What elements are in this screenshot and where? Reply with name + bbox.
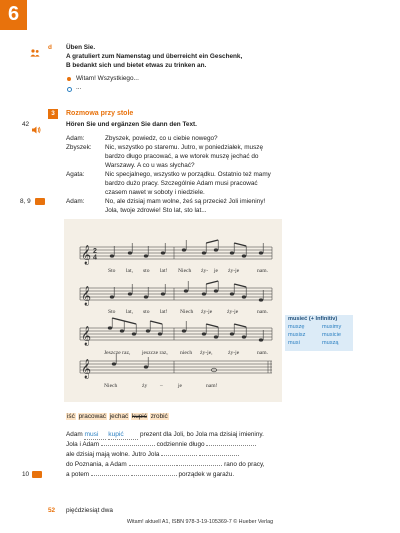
svg-text:jeszcze raz,: jeszcze raz, [142,350,168,356]
exercise-d-letter: d [48,44,52,51]
svg-text:nam!: nam! [206,383,218,389]
fill-line-4: do Poznania, a Adam rano do pracy, [66,461,265,468]
svg-text:𝄞: 𝄞 [81,359,92,379]
fill-line-3: ale dzisiaj mają wolne. Jutro Jola [66,451,239,459]
speaker-2: Zbyszek: [66,144,92,151]
svg-text:lat,: lat, [126,268,133,274]
dialogue-line: bardzo długo pracować, a we wtorek muszę jechać do [105,153,259,160]
svg-text:Niech: Niech [178,268,192,274]
answer-field[interactable] [161,455,197,456]
chapter-number: 6 [7,3,20,25]
word-chip-struck: kupić [132,413,147,420]
vocab-box: musieć (+ Infinitiv) muszę musimy musisz musicie musi muszą [285,315,353,351]
svg-text:–: – [160,383,163,389]
svg-text:ży-je,: ży-je, [200,350,213,356]
exercise-d-line-b: B bedankt sich und bietet etwas zu trinken an. [66,62,207,69]
track-number: 42 [22,121,30,128]
pair-work-icon [30,44,40,52]
bullet-b [67,87,72,92]
exercise-3-number: 3 [48,109,58,119]
speaker-4: Adam: [66,198,85,205]
svg-text:Sto: Sto [108,309,116,315]
notes-staff-1 [110,240,263,258]
svg-text:Jeszcze raz,: Jeszcze raz, [104,350,131,356]
dialogue-line: Zbyszek, powiedz, co u ciebie nowego? [105,135,218,142]
exercise-3-instruction: Hören Sie und ergänzen Sie dann den Text. [66,121,197,128]
svg-text:ży-: ży- [201,268,209,274]
exercise-d-line-a: A gratuliert zum Namenstag und überreicht ein Geschenk, [66,53,243,60]
svg-text:lat!: lat! [160,309,168,315]
svg-text:𝄞: 𝄞 [81,286,92,306]
staff-4 [80,361,272,373]
dialogue-line: czasem nawet w soboty i niedziele. [105,189,205,196]
svg-text:ży-je: ży-je [227,309,239,315]
isbn-line: Witam! aktuell A1, ISBN 978-3-19-105369-7 © Hueber Verlag [126,519,274,525]
dialogue-line: No, ale dzisiaj mam wolne, żeś są przecież Joli imieniny! [105,198,266,205]
lyrics-4 [104,383,218,389]
dialogue-line: Nic, wszystko po staremu. Jutro, w poniedziałek, muszę [105,144,264,151]
answer-field[interactable] [129,465,175,466]
answer-field[interactable]: kupić [108,431,138,440]
speaker-1: Adam: [66,135,85,142]
svg-text:𝄞: 𝄞 [81,326,92,346]
svg-text:Niech: Niech [104,383,118,389]
dialogue-line: Nic specjalnego, wszystko w porządku. Ostatnio też mamy [105,171,271,178]
svg-text:ży-je: ży-je [228,268,240,274]
svg-text:ży-je: ży-je [228,350,240,356]
answer-field[interactable]: musi [84,431,106,440]
dialogue-line: Warszawy. A co u was słychać? [105,162,195,169]
answer-field[interactable] [131,475,177,476]
video-icon[interactable] [35,198,45,205]
svg-text:ży: ży [142,383,148,389]
exercise-d-instruction: Üben Sie. [66,44,96,51]
answer-field[interactable] [206,445,256,446]
exercise-d-bullet2: ... [76,84,82,91]
video-icon[interactable] [32,471,42,478]
track-number-2: 8, 9 [20,198,31,205]
time-signature-bottom: 4 [93,254,97,262]
treble-clef: 𝄞 [81,245,92,265]
vocab-title: musieć (+ Infinitiv) [288,316,338,322]
svg-text:niech: niech [180,350,193,356]
bullet-a [67,77,71,81]
dialogue-line: Jola, twoje zdrowie! Sto lat, sto lat... [105,207,207,214]
lyrics-2 [108,309,269,315]
svg-text:nam.: nam. [257,309,269,315]
svg-text:Niech: Niech [180,309,194,315]
svg-text:Sto: Sto [108,268,116,274]
exercise-d-bullet1: Witam! Wszystkiego... [76,75,139,82]
notes-staff-4 [112,354,217,372]
fill-line-1: Adam musi kupić prezent dla Joli, bo Jola ma dzisiaj imieniny. [66,431,264,440]
track-number-3: 10 [22,471,30,478]
word-bank [66,413,169,421]
svg-text:lat,: lat, [126,309,133,315]
notes-staff-2 [110,281,263,302]
word-chip: pracować [78,413,106,420]
svg-text:je: je [178,383,183,389]
answer-field[interactable] [91,475,129,476]
page-number-word: pięćdziesiąt dwa [66,507,113,514]
page-number: 52 [48,507,56,514]
lyrics-3 [104,350,269,356]
svg-text:lat!: lat! [160,268,168,274]
fill-line-2: Jola i Adam codziennie długo [66,441,256,449]
svg-text:nam.: nam. [257,268,269,274]
word-chip: iść [67,413,75,420]
time-signature-top: 2 [93,248,97,255]
answer-field[interactable] [101,445,155,446]
svg-text:sto: sto [143,309,150,315]
svg-text:sto: sto [143,268,150,274]
answer-field[interactable] [176,465,222,466]
exercise-3-title: Rozmowa przy stole [66,110,134,117]
answer-field[interactable] [199,455,239,456]
sheet-music [64,219,282,402]
notes-staff-3 [108,318,263,342]
speaker-3: Agata: [66,171,85,178]
lyrics-1 [108,268,269,274]
audio-icon[interactable] [32,121,41,139]
svg-text:je: je [214,268,219,274]
svg-text:ży-je: ży-je [201,309,213,315]
word-chip: zrobić [150,413,168,420]
word-chip: jechać [109,413,129,420]
fill-line-5: a potem porządek w garażu. [66,471,235,478]
dialogue-line: bardzo dużo pracy. Szczególnie Adam musi pracować [105,180,258,187]
svg-text:nam.: nam. [257,350,269,356]
